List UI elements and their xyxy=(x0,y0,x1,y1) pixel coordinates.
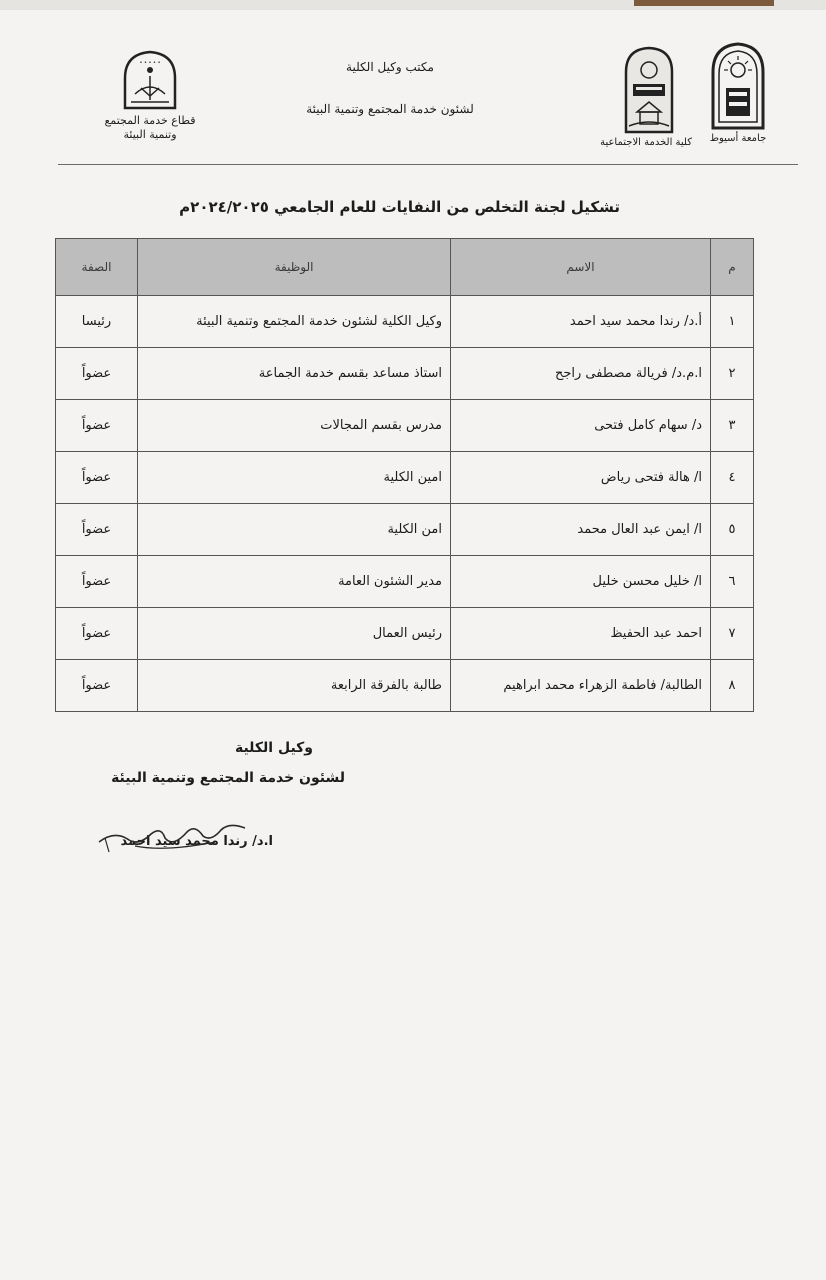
row-job: امن الكلية xyxy=(138,504,451,556)
row-name: ا.م.د/ فريالة مصطفى راجح xyxy=(451,348,711,400)
sector-emblem-icon xyxy=(119,50,181,110)
row-job: مدير الشئون العامة xyxy=(138,556,451,608)
header-role: الصفة xyxy=(56,239,138,296)
sector-label-line-1: قطاع خدمة المجتمع xyxy=(104,114,196,127)
faculty-logo xyxy=(600,46,692,148)
top-edge-shadow xyxy=(634,0,774,6)
top-paper-edge xyxy=(0,0,826,10)
sector-logo xyxy=(95,50,205,142)
handwritten-signature-icon xyxy=(95,812,255,860)
row-name: ا/ هالة فتحى رياض xyxy=(451,452,711,504)
table-row xyxy=(56,608,754,660)
row-role: رئيسا xyxy=(56,296,138,348)
row-num: ١ xyxy=(711,296,754,348)
row-num: ٣ xyxy=(711,400,754,452)
university-emblem-icon xyxy=(708,42,768,130)
svg-text:• • • • •: • • • • • xyxy=(139,60,161,66)
row-job: مدرس بقسم المجالات xyxy=(138,400,451,452)
row-role: عضواً xyxy=(56,452,138,504)
signatory-title: وكيل الكلية xyxy=(234,740,313,756)
office-line-1: مكتب وكيل الكلية xyxy=(346,60,434,74)
table-header-row xyxy=(56,239,754,296)
row-job: طالبة بالفرقة الرابعة xyxy=(138,660,451,712)
signatory-name: ا.د/ رندا محمد سيد احمد xyxy=(120,834,273,849)
row-job: استاذ مساعد بقسم خدمة الجماعة xyxy=(138,348,451,400)
row-role: عضواً xyxy=(56,504,138,556)
university-logo xyxy=(698,42,778,144)
row-role: عضواً xyxy=(56,608,138,660)
header-divider xyxy=(58,164,798,165)
row-name: الطالبة/ فاطمة الزهراء محمد ابراهيم xyxy=(451,660,711,712)
row-num: ٨ xyxy=(711,660,754,712)
sector-label-line-2: وتنمية البيئة xyxy=(123,128,177,141)
row-role: عضواً xyxy=(56,400,138,452)
faculty-label: كلية الخدمة الاجتماعية xyxy=(600,137,692,148)
signatory-department: لشئون خدمة المجتمع وتنمية البيئة xyxy=(111,770,345,786)
document-title: تشكيل لجنة التخلص من النفايات للعام الجامعي ٢٠٢٤/٢٠٢٥م xyxy=(179,198,620,216)
office-heading xyxy=(270,58,510,118)
row-name: احمد عبد الحفيظ xyxy=(451,608,711,660)
committee-table xyxy=(55,238,754,712)
row-name: ا/ خليل محسن خليل xyxy=(451,556,711,608)
row-name: أ.د/ رندا محمد سيد احمد xyxy=(451,296,711,348)
table-row xyxy=(56,556,754,608)
table-row xyxy=(56,660,754,712)
office-line-2: لشئون خدمة المجتمع وتنمية البيئة xyxy=(306,102,474,116)
row-num: ٧ xyxy=(711,608,754,660)
row-role: عضواً xyxy=(56,348,138,400)
row-role: عضواً xyxy=(56,660,138,712)
header-name: الاسم xyxy=(451,239,711,296)
row-num: ٢ xyxy=(711,348,754,400)
row-num: ٤ xyxy=(711,452,754,504)
row-name: ا/ ايمن عبد العال محمد xyxy=(451,504,711,556)
row-role: عضواً xyxy=(56,556,138,608)
row-job: وكيل الكلية لشئون خدمة المجتمع وتنمية البيئة xyxy=(138,296,451,348)
row-job: امين الكلية xyxy=(138,452,451,504)
faculty-emblem-icon xyxy=(623,46,675,134)
table-row xyxy=(56,504,754,556)
table-row xyxy=(56,348,754,400)
university-label: جامعة أسيوط xyxy=(709,133,767,144)
table-row xyxy=(56,452,754,504)
header-num: م xyxy=(711,239,754,296)
row-job: رئيس العمال xyxy=(138,608,451,660)
header-job: الوظيفة xyxy=(138,239,451,296)
table-row xyxy=(56,400,754,452)
table-row xyxy=(56,296,754,348)
row-num: ٥ xyxy=(711,504,754,556)
row-name: د/ سهام كامل فتحى xyxy=(451,400,711,452)
row-num: ٦ xyxy=(711,556,754,608)
